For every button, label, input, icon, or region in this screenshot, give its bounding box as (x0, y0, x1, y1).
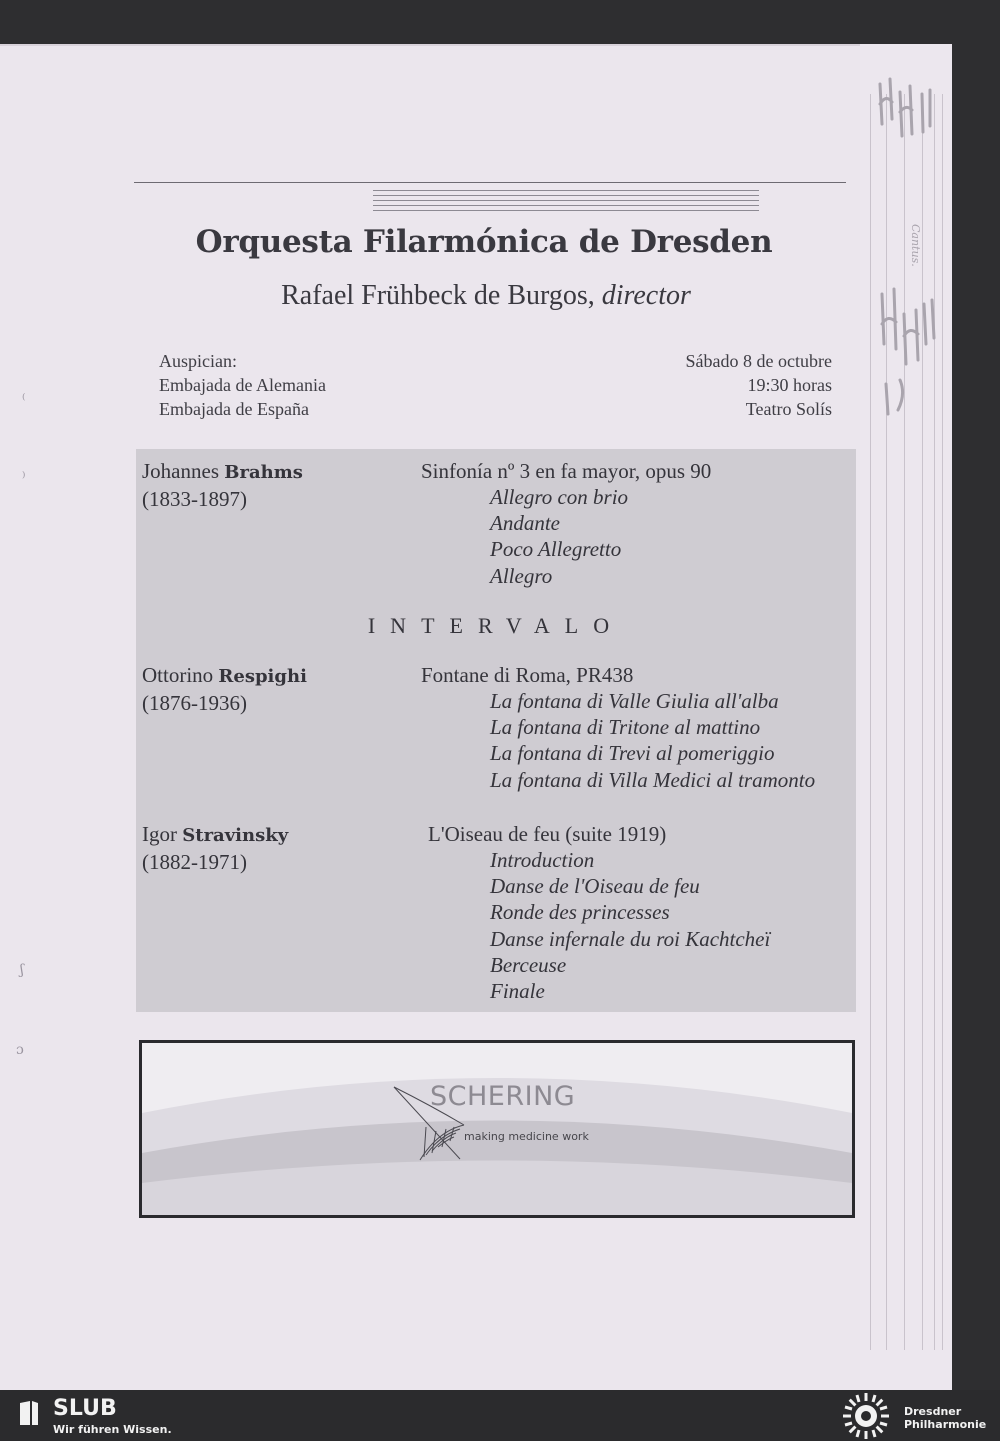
event-date: Sábado 8 de octubre (685, 351, 832, 371)
binding-mark: ʃ (20, 962, 24, 978)
conductor-line (0, 280, 972, 312)
binding-mark: ⁽ (22, 392, 26, 408)
movement: Allegro con brio (490, 485, 629, 509)
composer-years: (1882-1971) (142, 850, 247, 874)
movement: La fontana di Tritone al mattino (490, 715, 761, 740)
movement: Berceuse (490, 952, 567, 977)
sponsors-block (159, 349, 326, 421)
partner-name-line: Philharmonie (904, 1418, 987, 1431)
composer-first-name: Igor (142, 822, 177, 846)
intermission-label: INTERVALO (367, 613, 625, 638)
movement: Danse infernale du roi Kachtcheï (490, 926, 771, 951)
sponsors-label: Auspician: (159, 351, 237, 371)
movement: Finale (490, 979, 545, 1004)
movement: Andante (490, 511, 560, 536)
philharmonie-sunburst-icon (842, 1392, 890, 1440)
composer-last-name: Stravinsky (182, 825, 289, 846)
composer-years: (1833-1897) (142, 487, 247, 511)
work-title: L'Oiseau de feu (suite 1919) (428, 822, 667, 846)
event-time: 19:30 horas (747, 375, 832, 395)
library-tagline: Wir führen Wissen. (53, 1423, 172, 1436)
ad-brand-name: SCHERING (430, 1081, 576, 1112)
movement: Poco Allegretto (490, 537, 622, 562)
sponsor-advertisement (139, 1040, 855, 1218)
binding-mark: ɔ (16, 1042, 24, 1058)
composer-first-name: Johannes (142, 459, 219, 483)
movement-list (490, 688, 815, 793)
composer-last-name: Brahms (224, 462, 303, 483)
movement: Ronde des princesses (490, 900, 670, 925)
composer-last-name: Respighi (218, 666, 307, 687)
svg-text:Cantus.: Cantus. (909, 224, 922, 267)
conductor-role: director (601, 280, 691, 311)
page-title: Orquesta Filarmónica de Dresden (195, 224, 773, 260)
top-rule (134, 182, 846, 183)
composer-respighi (142, 662, 307, 716)
movement: Introduction (490, 848, 595, 872)
slub-book-icon (18, 1399, 40, 1427)
footer-bar (0, 1390, 1000, 1441)
composer-stravinsky (142, 821, 288, 875)
ad-tagline: making medicine work (464, 1130, 589, 1143)
movement: La fontana di Valle Giulia all'alba (490, 689, 779, 713)
movement: Danse de l'Oiseau de feu (490, 874, 700, 899)
partner-name-line: Dresdner (904, 1405, 962, 1418)
event-details (686, 349, 832, 421)
work-title: Sinfonía nº 3 en fa mayor, opus 90 (421, 459, 712, 483)
movement-list (490, 484, 628, 589)
program-box (136, 449, 856, 1012)
sponsor-item: Embajada de España (159, 399, 309, 419)
composer-years: (1876-1936) (142, 691, 247, 715)
composer-brahms (142, 458, 303, 512)
library-name: SLUB (53, 1396, 117, 1421)
movement: Allegro (490, 563, 553, 588)
binding-mark: ⁾ (22, 470, 26, 486)
movement: La fontana di Trevi al pomeriggio (490, 741, 775, 766)
work-title: Fontane di Roma, PR438 (421, 663, 634, 687)
swoosh-graphic (142, 1043, 852, 1215)
composer-first-name: Ottorino (142, 663, 214, 687)
conductor-name: Rafael Frühbeck de Burgos, (281, 280, 595, 311)
movement-list (490, 847, 770, 1004)
movement: La fontana di Villa Medici al tramonto (490, 767, 816, 792)
sponsor-item: Embajada de Alemania (159, 375, 326, 395)
partner-name (904, 1405, 986, 1431)
event-venue: Teatro Solís (745, 399, 832, 419)
